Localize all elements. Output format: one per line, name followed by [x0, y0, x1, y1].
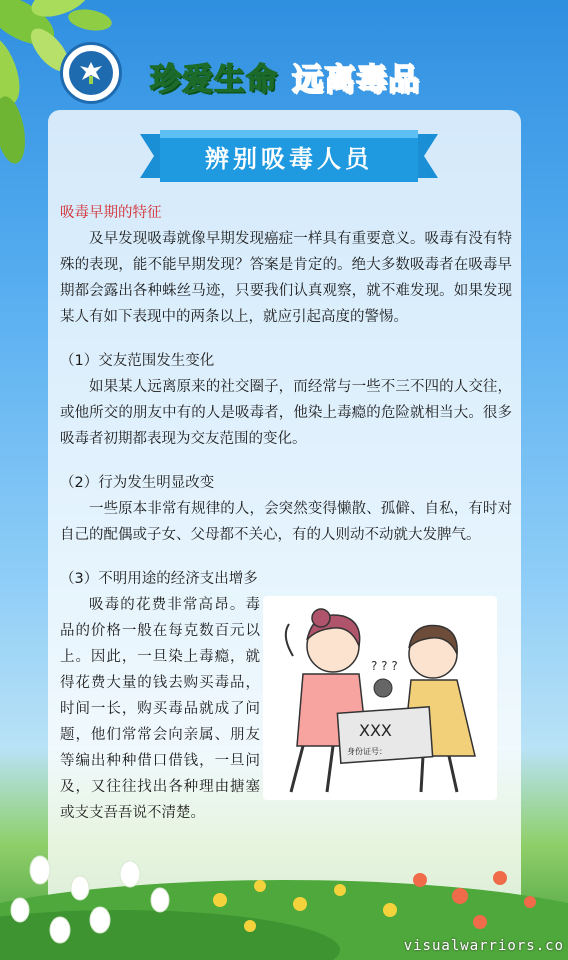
section-heading: 吸毒早期的特征	[60, 205, 162, 221]
intro-paragraph: 及早发现吸毒就像早期发现癌症一样具有重要意义。吸毒有没有特殊的表现，能不能早期发现？答案是肯定的。绝大多数吸毒者在吸毒早期都会露出各种蛛丝马迹，只要我们认真观察，就不难发现。如果发现某人有如下表现中的两条以上，就应引起高度的警惕。	[60, 231, 512, 325]
item-text: 如果某人远离原来的社交圈子，而经常与一些不三不四的人交往，或他所交的朋友中有的人是吸毒者，他染上毒瘾的危险就相当大。很多吸毒者初期都表现为交友范围的变化。	[60, 379, 512, 447]
card-name: XXX	[359, 721, 392, 740]
card-field: 身份证号：	[347, 747, 387, 756]
watermark: visualwarriors.co	[403, 938, 564, 954]
item-title: （2）行为发生明显改变	[60, 475, 215, 491]
item-text: 吸毒的花费非常高昂。毒品的价格一般在每克数百元以上。因此，一旦染上毒瘾，就得花费大量的钱去购买毒品，时间一长，购买毒品就成了问题，他们常常会向亲属、朋友等编出种种借口借钱，一旦问及，又往往找出各种理由搪塞或支支吾吾说不清楚。	[60, 597, 260, 821]
emblem-logo	[60, 42, 122, 104]
eagle-icon	[76, 58, 106, 88]
slogan-part2: 远离毒品	[292, 62, 420, 98]
item-text: 一些原本非常有规律的人，会突然变得懒散、孤僻、自私，有时对自己的配偶或子女、父母都不关心，有的人则动不动就大发脾气。	[60, 501, 512, 543]
item-title: （3）不明用途的经济支出增多	[60, 571, 258, 587]
svg-text:? ? ?: ? ? ?	[371, 659, 398, 673]
cartoon-illustration	[263, 596, 497, 800]
item-title: （1）交友范围发生变化	[60, 353, 215, 369]
slogan	[150, 54, 420, 99]
page-title: 辨别吸毒人员	[205, 144, 373, 173]
slogan-part1: 珍爱生命	[150, 62, 278, 98]
